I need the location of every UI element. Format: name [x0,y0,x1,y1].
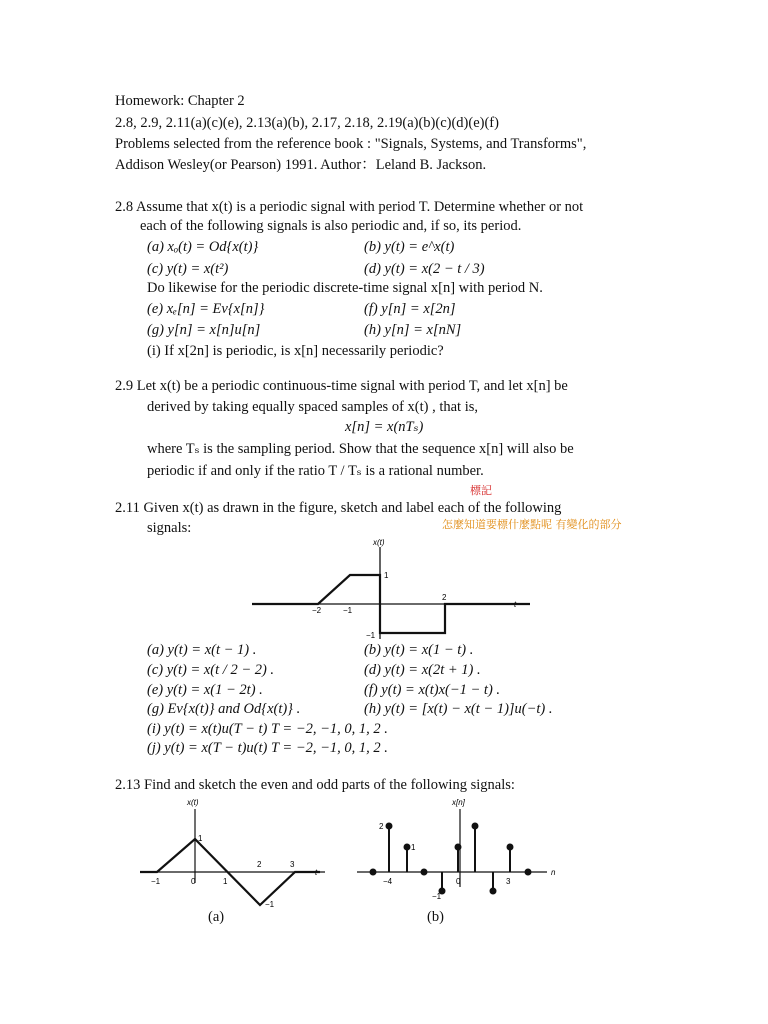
fig213a-tick-2: 2 [257,860,262,869]
handwritten-note-question: 怎麼知道要標什麼點呢 有變化的部分 [442,518,622,531]
fig211-tick-2: 2 [442,593,447,602]
p29-statement-3: where Tₛ is the sampling period. Show that the sequence x[n] will also be [147,441,574,457]
p211-item-g: (g) Ev{x(t)} and Od{x(t)} . [147,701,301,717]
p211-statement-2: signals: [147,520,192,536]
page-title: Homework: Chapter 2 [115,93,245,109]
p211-item-b: (b) y(t) = x(1 − t) . [364,642,474,658]
fig211-tick-minus1: −1 [343,606,353,615]
handwritten-note-mark: 標記 [470,484,492,497]
figure-2-13a [135,795,330,910]
p29-statement-2: derived by taking equally spaced samples of x(t) , that is, [147,399,478,415]
fig213b-tick-1: 1 [411,843,416,852]
fig213a-tick-1-y: 1 [198,834,203,843]
p28-item-i: (i) If x[2n] is periodic, is x[n] necessarily periodic? [147,343,444,359]
p28-statement-2: each of the following signals is also periodic and, if so, its period. [140,218,522,234]
p28-discrete-intro: Do likewise for the periodic discrete-time signal x[n] with period N. [147,280,543,296]
fig213a-tick-0: 0 [191,877,196,886]
fig211-xlabel: t [514,600,517,609]
source-line-1: Problems selected from the reference book : "Signals, Systems, and Transforms", [115,136,587,152]
caption-a: (a) [208,909,225,925]
p28-item-h: (h) y[n] = x[nN] [364,322,462,338]
p29-equation: x[n] = x(nTₛ) [345,419,424,435]
fig213b-tick-minus4: −4 [383,877,393,886]
p29-statement-4: periodic if and only if the ratio T / Tₛ is a rational number. [147,463,484,479]
p28-item-a: (a) xₒ(t) = Od{x(t)} [147,239,259,255]
fig213a-tick-minus1-y: −1 [265,900,275,909]
fig213b-tick-0: 0 [456,877,461,886]
caption-b: (b) [427,909,444,925]
fig211-tick-minus1-y: −1 [366,631,376,640]
p211-item-e: (e) y(t) = x(1 − 2t) . [147,682,263,698]
fig213b-tick-minus1: −1 [432,892,442,901]
p211-item-c: (c) y(t) = x(t / 2 − 2) . [147,662,275,678]
fig211-tick-minus2: −2 [312,606,322,615]
figure-2-13b [355,795,565,910]
fig213b-ylabel: x[n] [452,798,465,807]
fig211-ylabel: x(t) [373,538,385,547]
p211-item-h: (h) y(t) = [x(t) − x(t − 1)]u(−t) . [364,701,553,717]
p211-statement-1: 2.11 Given x(t) as drawn in the figure, sketch and label each of the following [115,500,562,516]
fig213a-tick-1: 1 [223,877,228,886]
p211-item-a: (a) y(t) = x(t − 1) . [147,642,257,658]
p28-item-f: (f) y[n] = x[2n] [364,301,456,317]
fig213a-tick-minus1: −1 [151,877,161,886]
p211-item-i: (i) y(t) = x(t)u(T − t) T = −2, −1, 0, 1, 2 . [147,721,388,737]
p28-item-e: (e) xₑ[n] = Ev{x[n]} [147,301,265,317]
figure-2-11 [240,535,540,645]
p28-item-d: (d) y(t) = x(2 − t / 3) [364,261,485,277]
p28-item-c: (c) y(t) = x(t²) [147,261,229,277]
p211-item-d: (d) y(t) = x(2t + 1) . [364,662,481,678]
p29-statement-1: 2.9 Let x(t) be a periodic continuous-time signal with period T, and let x[n] be [115,378,568,394]
fig213b-tick-3: 3 [506,877,511,886]
fig213a-xlabel: t [315,868,318,877]
p28-item-b: (b) y(t) = e^x(t) [364,239,455,255]
fig211-tick-1: 1 [384,571,389,580]
fig213b-tick-2: 2 [379,822,384,831]
problem-list: 2.8, 2.9, 2.11(a)(c)(e), 2.13(a)(b), 2.17, 2.18, 2.19(a)(b)(c)(d)(e)(f) [115,115,499,131]
fig213a-tick-3: 3 [290,860,295,869]
p211-item-j: (j) y(t) = x(T − t)u(t) T = −2, −1, 0, 1, 2 . [147,740,388,756]
p213-statement: 2.13 Find and sketch the even and odd parts of the following signals: [115,777,515,793]
source-line-2: Addison Wesley(or Pearson) 1991. Author：Leland B. Jackson. [115,157,487,173]
p211-item-f: (f) y(t) = x(t)x(−1 − t) . [364,682,501,698]
fig213b-xlabel: n [551,868,556,877]
fig213a-ylabel: x(t) [187,798,199,807]
p28-statement-1: 2.8 Assume that x(t) is a periodic signal with period T. Determine whether or not [115,199,584,215]
p28-item-g: (g) y[n] = x[n]u[n] [147,322,261,338]
